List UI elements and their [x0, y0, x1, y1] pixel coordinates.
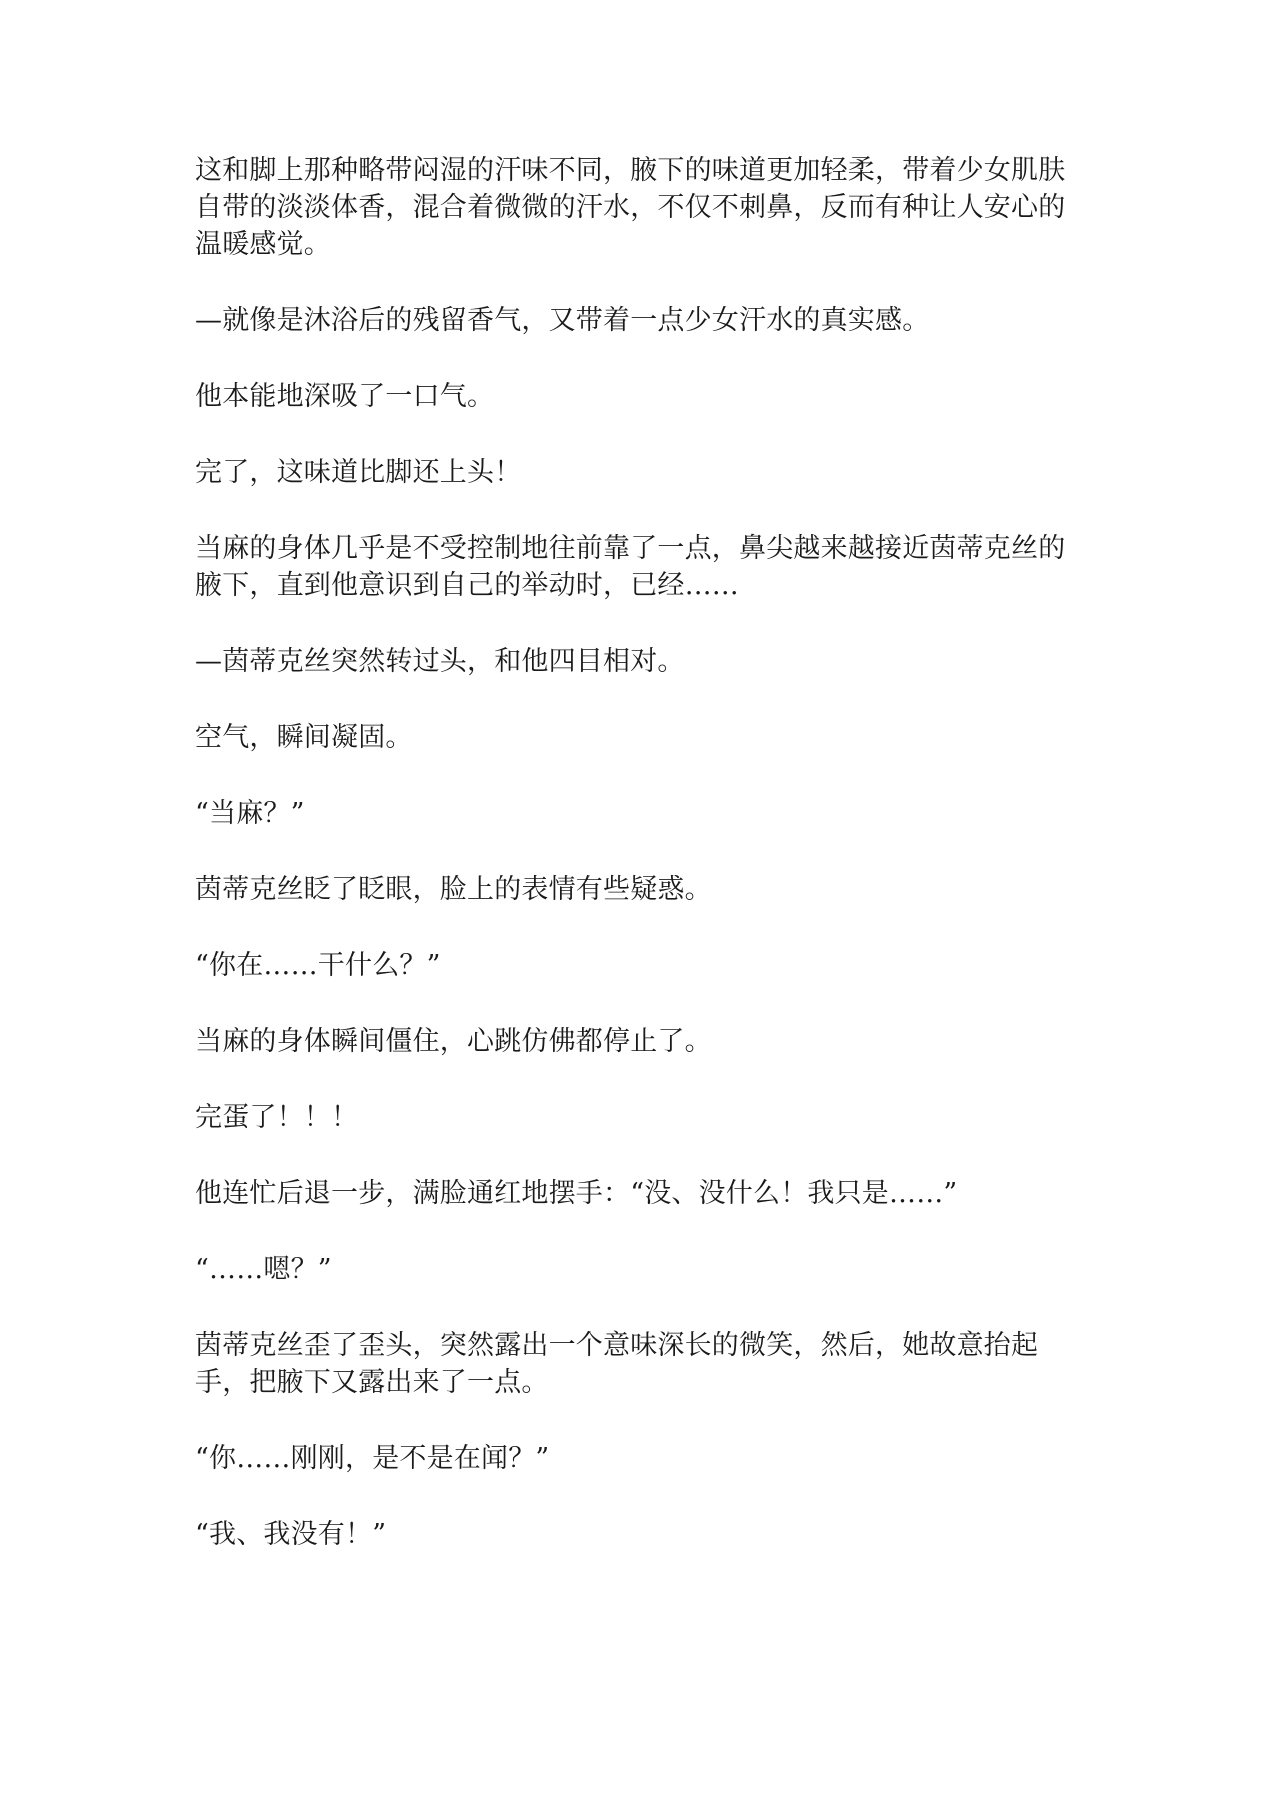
paragraph: 空气，瞬间凝固。: [195, 722, 413, 753]
paragraph: 当麻的身体瞬间僵住，心跳仿佛都停止了。: [195, 1026, 712, 1057]
paragraph: 他本能地深吸了一口气。: [195, 381, 495, 412]
paragraph: 完了，这味道比脚还上头！: [195, 457, 522, 488]
paragraph: —茵蒂克丝突然转过头，和他四目相对。: [195, 646, 685, 677]
paragraph: 他连忙后退一步，满脸通红地摆手：“没、没什么！我只是……”: [195, 1178, 958, 1209]
paragraph: “我、我没有！”: [195, 1519, 387, 1550]
paragraph: 当麻的身体几乎是不受控制地往前靠了一点，鼻尖越来越接近茵蒂克丝的腋下，直到他意识到自己的举动时，已经……: [195, 533, 1066, 601]
paragraph: “当麻？”: [195, 798, 305, 829]
paragraph: “……嗯？”: [195, 1254, 332, 1285]
paragraph: —就像是沐浴后的残留香气，又带着一点少女汗水的真实感。: [195, 305, 930, 336]
paragraph: “你在……干什么？”: [195, 950, 441, 981]
paragraph: 茵蒂克丝歪了歪头，突然露出一个意味深长的微笑，然后，她故意抬起手，把腋下又露出来了一点。: [195, 1330, 1039, 1398]
document-page: [195, 152, 1075, 1592]
paragraph: 这和脚上那种略带闷湿的汗味不同，腋下的味道更加轻柔，带着少女肌肤自带的淡淡体香，混合着微微的汗水，不仅不刺鼻，反而有种让人安心的温暖感觉。: [195, 155, 1066, 260]
paragraph: 茵蒂克丝眨了眨眼，脸上的表情有些疑惑。: [195, 874, 712, 905]
paragraph: “你……刚刚，是不是在闻？”: [195, 1443, 550, 1474]
paragraph: 完蛋了！！！: [195, 1102, 359, 1133]
